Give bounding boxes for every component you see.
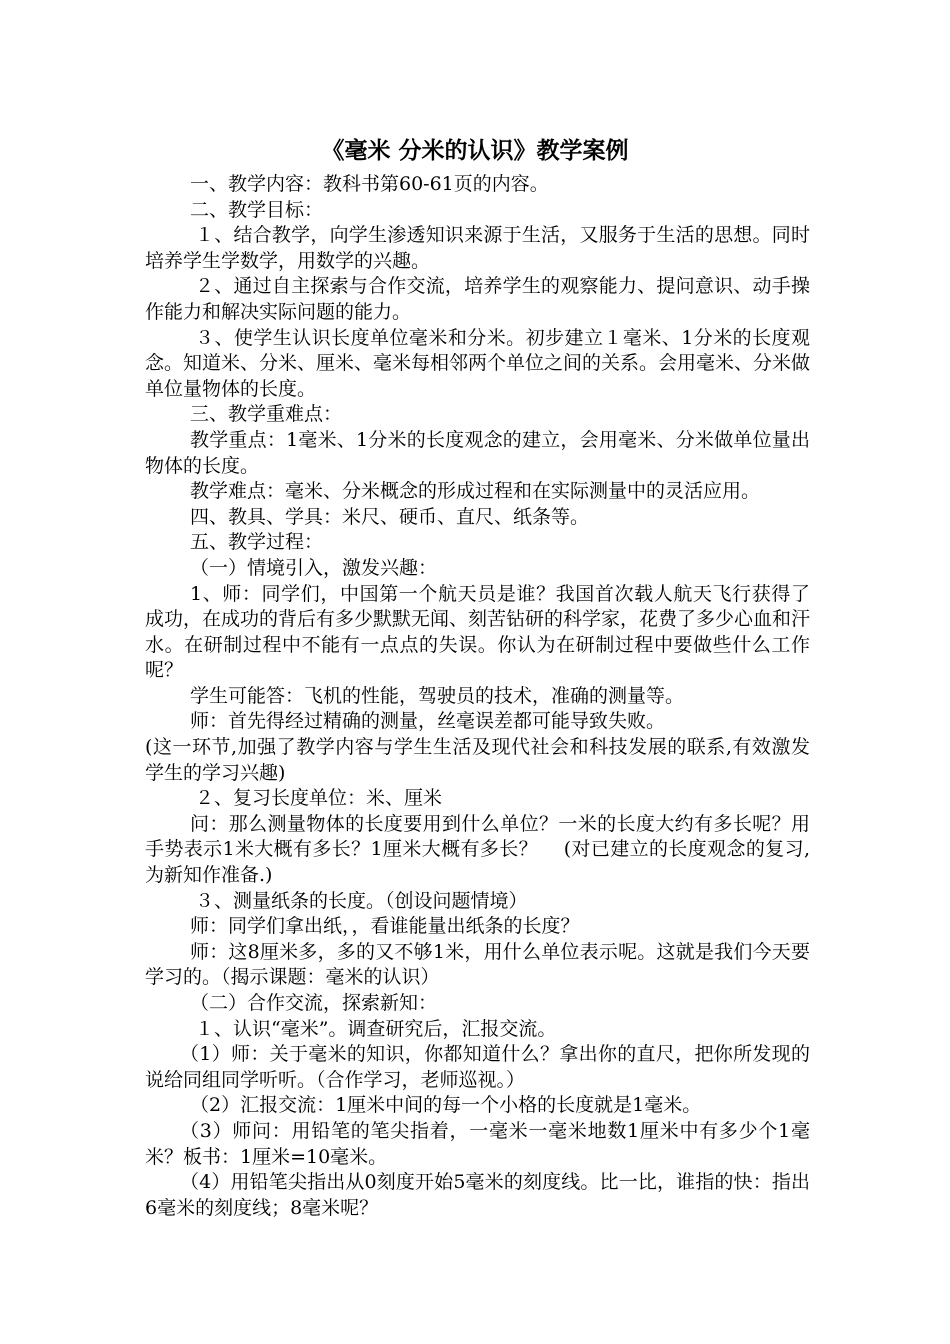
paragraph: （一）情境引入，激发兴趣：: [190, 556, 438, 579]
paragraph: 1、师：同学们，中国第一个航天员是谁？我国首次载人航天飞行获得了成功，在成功的背后有多少默默无闻、刻苦钻研的科学家，花费了多少心血和汗水。在研制过程中不能有一点点的失误。你认为在研制过程中要做些什么工作呢？: [145, 582, 811, 682]
paragraph: ２、复习长度单位：米、厘米: [195, 787, 443, 810]
paragraph: （1）师：关于毫米的知识，你都知道什么？拿出你的直尺，把你所发现的说给同组同学听听。（合作学习，老师巡视。）: [145, 1043, 810, 1091]
paragraph: 教学难点：毫米、分米概念的形成过程和在实际测量中的灵活应用。: [190, 480, 761, 503]
paragraph: 五、教学过程：: [190, 531, 324, 554]
paragraph: （2）汇报交流：1厘米中间的每一个小格的长度就是1毫米。: [190, 1094, 702, 1117]
paragraph: （4）用铅笔尖指出从0刻度开始5毫米的刻度线。比一比，谁指的快：指出6毫米的刻度线；8毫米呢？: [145, 1171, 810, 1219]
paragraph: 学生可能答：飞机的性能，驾驶员的技术，准确的测量等。: [190, 684, 685, 707]
paragraph: 一、教学内容：教科书第60-61页的内容。: [190, 173, 549, 195]
paragraph: 问：那么测量物体的长度要用到什么单位？一米的长度大约有多长呢？用手势表示1米大概有多长？1厘米大概有多长？ (对已建立的长度观念的复习,为新知作准备.): [145, 812, 810, 887]
paragraph: 二、教学目标：: [190, 198, 324, 221]
paragraph: ３、测量纸条的长度。（创设问题情境）: [195, 889, 528, 912]
paragraph: 师：同学们拿出纸，，看谁能量出纸条的长度？: [190, 915, 580, 938]
paragraph: １、结合教学，向学生渗透知识来源于生活，又服务于生活的思想。同时培养学生学数学，用数学的兴趣。: [145, 224, 810, 272]
paragraph: （3）师问：用铅笔的笔尖指着，一毫米一毫米地数1厘米中有多少个1毫米？板书：1厘米=10毫米。: [145, 1119, 810, 1168]
paragraph: 师：这8厘米多，多的又不够1米，用什么单位表示呢。这就是我们今天要学习的。（揭示课题：毫米的认识）: [145, 940, 810, 989]
document-body: [145, 172, 810, 1221]
paragraph: 师：首先得经过精确的测量，丝毫误差都可能导致失败。: [190, 710, 666, 733]
paragraph: １、认识“毫米”。调查研究后，汇报交流。: [195, 1017, 557, 1040]
paragraph: ２、通过自主探索与合作交流，培养学生的观察能力、提问意识、动手操作能力和解决实际问题的能力。: [145, 275, 810, 323]
paragraph: ３、使学生认识长度单位毫米和分米。初步建立１毫米、1分米的长度观念。知道米、分米、厘米、毫米每相邻两个单位之间的关系。会用毫米、分米做单位量物体的长度。: [145, 326, 811, 400]
paragraph: (这一环节,加强了教学内容与学生生活及现代社会和科技发展的联系,有效激发学生的学习兴趣): [145, 736, 810, 784]
paragraph: （二）合作交流，探索新知：: [190, 992, 438, 1014]
document-title: 《毫米 分米的认识》教学案例: [321, 138, 629, 164]
paragraph: 教学重点：1毫米、1分米的长度观念的建立，会用毫米、分米做单位量出物体的长度。: [145, 428, 810, 477]
paragraph: 三、教学重难点：: [190, 403, 343, 426]
paragraph: 四、教具、学具：米尺、硬币、直尺、纸条等。: [190, 505, 590, 528]
